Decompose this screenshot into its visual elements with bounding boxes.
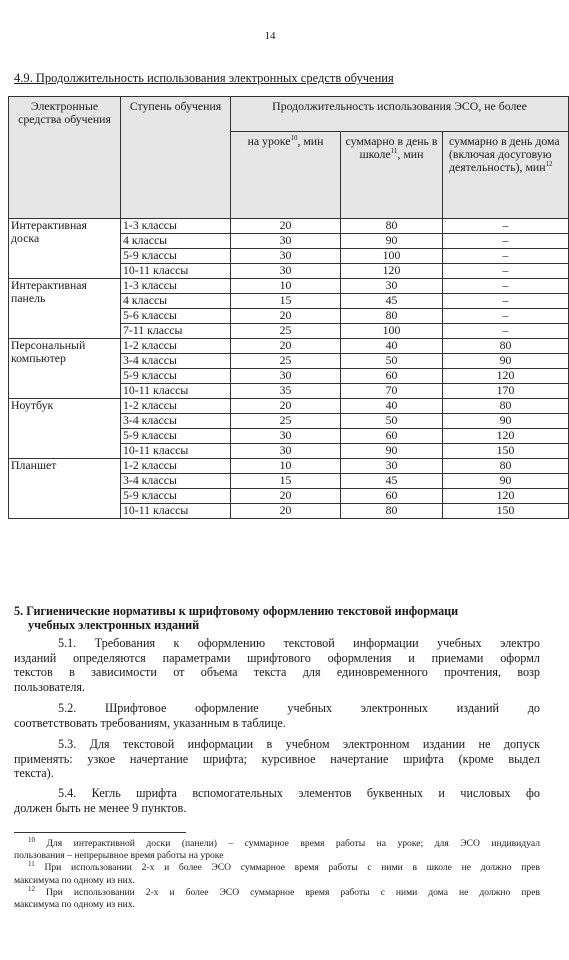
paragraph-5-4 [14, 786, 540, 815]
home-minutes-cell: – [443, 309, 569, 324]
footnote-rule [14, 832, 186, 833]
school-minutes-cell: 30 [341, 459, 443, 474]
header-daily-school: суммарно в день в школе$^{11}$, мин [341, 132, 443, 219]
level-cell: 4 классы [121, 294, 231, 309]
level-cell: 5-9 классы [121, 429, 231, 444]
footnote-text: Для интерактивной доски (панели) – суммарное время работы на уроке; для ЭСО индивидуал [46, 838, 540, 849]
section5-heading [14, 604, 540, 632]
header-per-lesson: на уроке$^{10}$, мин [231, 132, 341, 219]
table-row [9, 219, 569, 234]
school-minutes-cell: 70 [341, 384, 443, 399]
home-minutes-cell: – [443, 294, 569, 309]
footnotes [14, 835, 540, 911]
lesson-minutes-cell: 30 [231, 234, 341, 249]
school-minutes-cell: 80 [341, 309, 443, 324]
level-cell: 1-2 классы [121, 339, 231, 354]
footnote-line: пользования – непрерывное время работы на уроке [14, 850, 224, 862]
footnote-text: При использовании 2-х и более ЭСО суммарное время работы с ними дома не должно прев [45, 886, 540, 898]
paragraph-line: 5.4. Кегль шрифта вспомогательных элементов буквенных и числовых фо [58, 786, 540, 800]
home-minutes-cell: – [443, 234, 569, 249]
header-daily-home: суммарно в день дома (включая досуговую деятельность), мин$^{12}$ [443, 132, 569, 219]
level-cell: 4 классы [121, 234, 231, 249]
level-cell: 5-9 классы [121, 369, 231, 384]
paragraph-5-2 [14, 701, 540, 730]
paragraph-5-1 [14, 636, 540, 694]
school-minutes-cell: 90 [341, 234, 443, 249]
school-minutes-cell: 60 [341, 429, 443, 444]
lesson-minutes-cell: 30 [231, 429, 341, 444]
home-minutes-cell: – [443, 219, 569, 234]
lesson-minutes-cell: 30 [231, 264, 341, 279]
page-number: 14 [264, 30, 276, 42]
footnote-mark: 11 [28, 860, 35, 869]
paragraph-line: соответствовать требованиям, указанным в таблице. [14, 715, 286, 730]
header-level: Ступень обучения [121, 97, 231, 219]
lesson-minutes-cell: 25 [231, 354, 341, 369]
level-cell: 10-11 классы [121, 504, 231, 519]
level-cell: 3-4 классы [121, 354, 231, 369]
table-row [9, 459, 569, 474]
school-minutes-cell: 60 [341, 489, 443, 504]
school-minutes-cell: 80 [341, 504, 443, 519]
school-minutes-cell: 30 [341, 279, 443, 294]
lesson-minutes-cell: 20 [231, 399, 341, 414]
paragraph-5-3 [14, 737, 540, 781]
device-cell: Персональный компьютер [9, 339, 121, 399]
lesson-minutes-cell: 20 [231, 339, 341, 354]
paragraph-line: текстов в зависимости от объема текста для единовременного прочтения, возр [14, 665, 540, 679]
school-minutes-cell: 60 [341, 369, 443, 384]
lesson-minutes-cell: 15 [231, 474, 341, 489]
section-heading: 4.9. Продолжительность использования электронных средств обучения [14, 71, 394, 85]
lesson-minutes-cell: 35 [231, 384, 341, 399]
lesson-minutes-cell: 10 [231, 279, 341, 294]
school-minutes-cell: 100 [341, 249, 443, 264]
paragraph-line: должен быть не менее 9 пунктов. [14, 800, 187, 815]
table-row [9, 279, 569, 294]
paragraph-line: 5.3. Для текстовой информации в учебном электронном издании не допуск [58, 737, 540, 751]
school-minutes-cell: 90 [341, 444, 443, 459]
device-cell: Интерактивная доска [9, 219, 121, 279]
home-minutes-cell: – [443, 279, 569, 294]
lesson-minutes-cell: 10 [231, 459, 341, 474]
table-row [9, 339, 569, 354]
section5-heading-line: учебных электронных изданий [28, 618, 200, 632]
school-minutes-cell: 40 [341, 399, 443, 414]
level-cell: 5-9 классы [121, 489, 231, 504]
home-minutes-cell: 120 [443, 369, 569, 384]
school-minutes-cell: 120 [341, 264, 443, 279]
lesson-minutes-cell: 30 [231, 444, 341, 459]
table-row [9, 399, 569, 414]
footnote-mark: 12 [28, 884, 35, 893]
lesson-minutes-cell: 25 [231, 324, 341, 339]
lesson-minutes-cell: 20 [231, 309, 341, 324]
school-minutes-cell: 45 [341, 294, 443, 309]
school-minutes-cell: 50 [341, 414, 443, 429]
home-minutes-cell: – [443, 324, 569, 339]
level-cell: 10-11 классы [121, 384, 231, 399]
paragraph-line: 5.1. Требования к оформлению текстовой информации учебных электро [58, 636, 540, 650]
paragraph-line: 5.2. Шрифтовое оформление учебных электронных изданий до [58, 701, 540, 715]
level-cell: 1-3 классы [121, 219, 231, 234]
paragraph-line: применять: узкое начертание шрифта; курсивное начертание шрифта (кроме выдел [14, 751, 540, 766]
device-cell: Ноутбук [9, 399, 121, 459]
paragraph-line: текста). [14, 766, 54, 780]
home-minutes-cell: – [443, 249, 569, 264]
school-minutes-cell: 100 [341, 324, 443, 339]
device-cell: Планшет [9, 459, 121, 519]
header-duration: Продолжительность использования ЭСО, не более [231, 97, 569, 132]
footnote-line [14, 884, 540, 899]
table-header [9, 97, 569, 219]
lesson-minutes-cell: 30 [231, 369, 341, 384]
duration-table [8, 96, 569, 519]
footnote-text: При использовании 2-х и более ЭСО суммарное время работы с ними в школе не должно прев [44, 862, 540, 874]
home-minutes-cell: 90 [443, 474, 569, 489]
lesson-minutes-cell: 20 [231, 219, 341, 234]
section5-heading-line: 5. Гигиенические нормативы к шрифтовому оформлению текстовой информаци [14, 604, 459, 618]
lesson-minutes-cell: 20 [231, 489, 341, 504]
footnote-line: максимума по одному из них. [14, 874, 136, 886]
lesson-minutes-cell: 30 [231, 249, 341, 264]
level-cell: 10-11 классы [121, 264, 231, 279]
home-minutes-cell: 80 [443, 399, 569, 414]
home-minutes-cell: 120 [443, 489, 569, 504]
lesson-minutes-cell: 15 [231, 294, 341, 309]
duration-table-container [8, 96, 560, 519]
home-minutes-cell: 90 [443, 414, 569, 429]
level-cell: 1-2 классы [121, 399, 231, 414]
device-cell: Интерактивная панель [9, 279, 121, 339]
school-minutes-cell: 80 [341, 219, 443, 234]
school-minutes-cell: 40 [341, 339, 443, 354]
home-minutes-cell: 90 [443, 354, 569, 369]
level-cell: 5-6 классы [121, 309, 231, 324]
level-cell: 3-4 классы [121, 474, 231, 489]
header-device: Электронные средства обучения [9, 97, 121, 219]
home-minutes-cell: 150 [443, 444, 569, 459]
home-minutes-cell: – [443, 264, 569, 279]
footnote-line [14, 862, 540, 874]
level-cell: 5-9 классы [121, 249, 231, 264]
level-cell: 3-4 классы [121, 414, 231, 429]
level-cell: 1-3 классы [121, 279, 231, 294]
paragraph-line: изданий определяются параметрами шрифтового оформления и приемами оформл [14, 650, 540, 665]
lesson-minutes-cell: 20 [231, 504, 341, 519]
paragraph-line: пользователя. [14, 679, 86, 694]
level-cell: 10-11 классы [121, 444, 231, 459]
table-body [9, 219, 569, 519]
home-minutes-cell: 80 [443, 459, 569, 474]
school-minutes-cell: 45 [341, 474, 443, 489]
school-minutes-cell: 50 [341, 354, 443, 369]
home-minutes-cell: 80 [443, 339, 569, 354]
home-minutes-cell: 120 [443, 429, 569, 444]
home-minutes-cell: 150 [443, 504, 569, 519]
level-cell: 7-11 классы [121, 324, 231, 339]
footnote-line: максимума по одному из них. [14, 899, 136, 911]
footnote-line [14, 835, 540, 850]
lesson-minutes-cell: 25 [231, 414, 341, 429]
footnote-mark: 10 [28, 835, 35, 844]
level-cell: 1-2 классы [121, 459, 231, 474]
home-minutes-cell: 170 [443, 384, 569, 399]
